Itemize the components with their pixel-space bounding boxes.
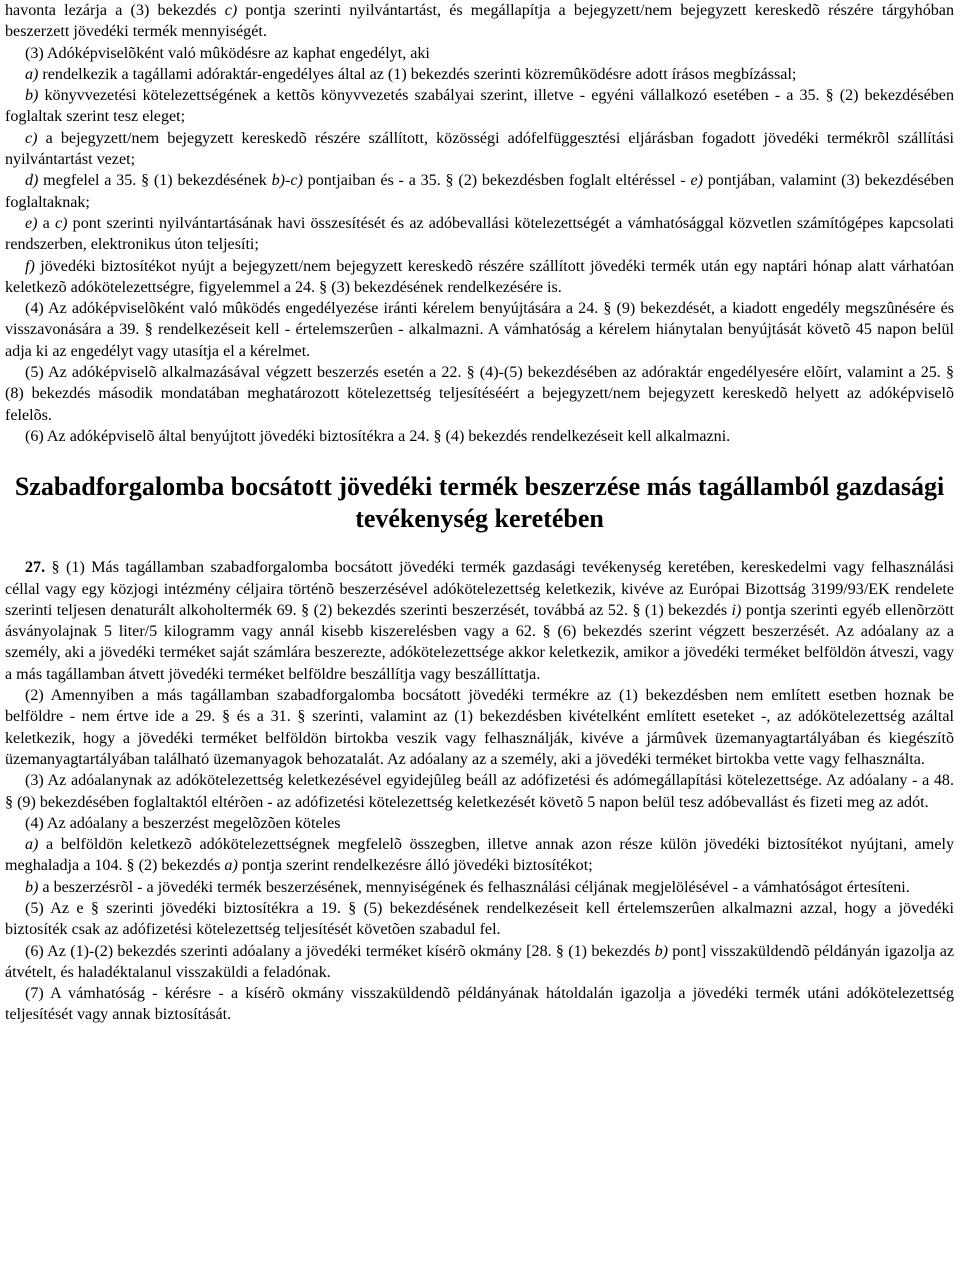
list-item: b) könyvvezetési kötelezettségének a kettõs könyvvezetés szabályai szerint, illetve - egyéni vállalkozó esetében - a 35. § (2) bekezdésében foglaltak szerint tesz eleget; [5,87,954,126]
italic-run: b) [654,942,668,960]
list-item: d) megfelel a 35. § (1) bekezdésének b)-c) pontjaiban és - a 35. § (2) bekezdésben foglalt eltéréssel - e) pontjában, valamint (3) bekezdésében foglaltaknak; [5,172,955,211]
paragraph: (4) Az adóképviselõként való mûködés engedélyezése iránti kérelem benyújtására a 24. § (9) bekezdését, a kiadott engedély megszûnésére és visszavonására a 39. § rendelkezéseit kell - értelemszerûen - alkalmazni. A vámhatóság a kérelem hiánytalan benyújtását követõ 45 napon belül adja ki az engedélyt vagy utasítja el a kérelmet. [5,300,954,360]
paragraph: (6) Az (1)-(2) bekezdés szerinti adóalany a jövedéki terméket kísérõ okmány [28. § (1) bekezdés b) pont] visszaküldendõ példányán igazolja az átvételt, és haladéktalanul visszaküldi a feladónak. [5,942,954,981]
italic-run: c) [54,214,68,232]
italic-run: b)-c) [271,172,303,190]
paragraph: (3) Adóképviselõként való mûködésre az kaphat engedélyt, aki [25,44,430,62]
paragraph: (3) Az adóalanynak az adókötelezettség keletkezésével egyidejûleg beáll az adófizetési és adómegállapítási kötelezettsége. Az adóalany - a 48. § (9) bekezdésében foglaltaktól eltérõen - az adófizetési kötelezettség keletkezését követõ 5 napon belül tesz adóbevallást és fizeti meg az adót. [5,772,954,811]
italic-run: c) [25,129,38,147]
paragraph: (2) Amennyiben a más tagállamban szabadforgalomba bocsátott jövedéki termékre az (1) bekezdésben nem említett esetben hoznak be belföldre - nem értve ide a 29. § és a 31. § szerinti, valamint az (1) bekezdésben kivételként említett eseteket -, az adókötelezettség azáltal keletkezik, hogy a jövedéki terméket belföldön birtokba veszik vagy felhasználják, kivéve a jármûvek üzemanyagtartályában és kiegészítõ üzemanyagtartályában található üzemanyagok behozatalát. Az adóalany az a személy, aki a jövedéki terméket birtokba vette vagy felhasználta. [5,687,954,768]
italic-run: a) [25,65,39,83]
paragraph: (7) A vámhatóság - kérésre - a kísérõ okmány visszaküldendõ példányának hátoldalán igazolja a jövedéki termék utáni adókötelezettség teljesítését vagy annak biztosítását. [5,985,954,1024]
italic-run: e) [690,172,703,190]
italic-run: f) [25,257,35,275]
list-item: a) a belföldön keletkezõ adókötelezettségnek megfelelõ összegben, illetve annak azon része külön jövedéki biztosítékot nyújtani, amely meghaladja a 104. § (2) bekezdés a) pontja szerint rendelkezésre álló jövedéki biztosítékot; [5,836,954,875]
paragraph: (5) Az adóképviselõ alkalmazásával végzett beszerzés esetén a 22. § (4)-(5) bekezdésében az adóraktár engedélyesére elõírt, valamint a 25. § (8) bekezdés második mondatában meghatározott kötelezettség teljesítéséért a bejegyzett/nem bejegyzett kereskedõ helyett az adóképviselõ felelõs. [5,364,954,424]
paragraph: (4) Az adóalany a beszerzést megelõzõen köteles [25,814,341,832]
italic-run: b) [25,878,39,896]
italic-run: b) [25,87,39,105]
italic-run: c) [224,2,238,19]
list-item: f) jövedéki biztosítékot nyújt a bejegyzett/nem bejegyzett kereskedõ részére szállított jövedéki termék után egy naptári hónap alatt várhatóan keletkezõ adókötelezettségre, figyelemmel a 24. § (3) bekezdésének rendelkezésére is. [5,257,954,296]
paragraph: (5) Az e § szerinti jövedéki biztosítékra a 19. § (5) bekezdésének rendelkezéseit kell értelemszerûen alkalmazni azzal, hogy a jövedéki biztosíték csak az adófizetési kötelezettség teljesítését követõen szabadul fel. [5,899,954,939]
paragraph: havonta lezárja a (3) bekezdés c) pontja szerinti nyilvántartást, és megállapítja a bejegyzett/nem bejegyzett kereskedõ részére tárgyhóban beszerzett jövedéki termék mennyiségét. [5,2,954,41]
section-heading: Szabadforgalomba bocsátott jövedéki termék beszerzése más tagállamból gazdasági tevékenység keretében [14,472,945,534]
italic-run: e) [25,214,38,232]
list-item: e) a c) pont szerinti nyilvántartásának havi összesítését és az adóbevallási kötelezettségét a vámhatósággal közvetlen számítógépes kapcsolati rendszerben, elektronikus úton teljesíti; [5,214,954,254]
italic-run: i) [731,601,742,619]
italic-run: d) [25,172,39,190]
list-item: b) a beszerzésrõl - a jövedéki termék beszerzésének, mennyiségének és felhasználási céljának megjelölésével - a vámhatóságot értesíteni. [25,878,910,896]
italic-run: a) [25,836,39,854]
list-item: a) rendelkezik a tagállami adóraktár-engedélyes által az (1) bekezdés szerinti közremûködésre adott írásos megbízással; [25,65,797,83]
list-item: c) a bejegyzett/nem bejegyzett kereskedõ részére szállított, közösségi adófelfüggesztési eljárásban fogadott jövedéki termékrõl szállítási nyilvántartást vezet; [5,129,954,169]
section-number: 27. [25,559,46,577]
italic-run: a) [224,857,238,875]
paragraph: (6) Az adóképviselõ által benyújtott jövedéki biztosítékra a 24. § (4) bekezdés rendelkezéseit kell alkalmazni. [25,427,731,445]
paragraph: 27. § (1) Más tagállamban szabadforgalomba bocsátott jövedéki termék gazdasági tevékenység keretében, kereskedelmi vagy felhasználási céllal vagy egy közjogi intézmény céljaira történõ beszerzésével adókötelezettség keletkezik, kivéve az Európai Bizottság 3199/93/EK rendelete szerinti teljesen denaturált alkoholtermék 69. § (2) bekezdés szerinti beszerzését, továbbá az 52. § (1) bekezdés i) pontja szerinti egyéb ellenõrzött ásványolajnak 5 liter/5 kilogramm vagy annál kisebb kiszerelésben vagy a 62. § (6) bekezdés szerint végzett beszerzését. Az adóalany az a személy, aki a jövedéki terméket saját számlára beszerezte, adókötelezettsége akkor keletkezik, amikor a jövedéki terméket belföldön átveszi, vagy a más tagállamban átvett jövedéki terméket belföldre beszállítja vagy beszállíttatja. [5,559,954,683]
